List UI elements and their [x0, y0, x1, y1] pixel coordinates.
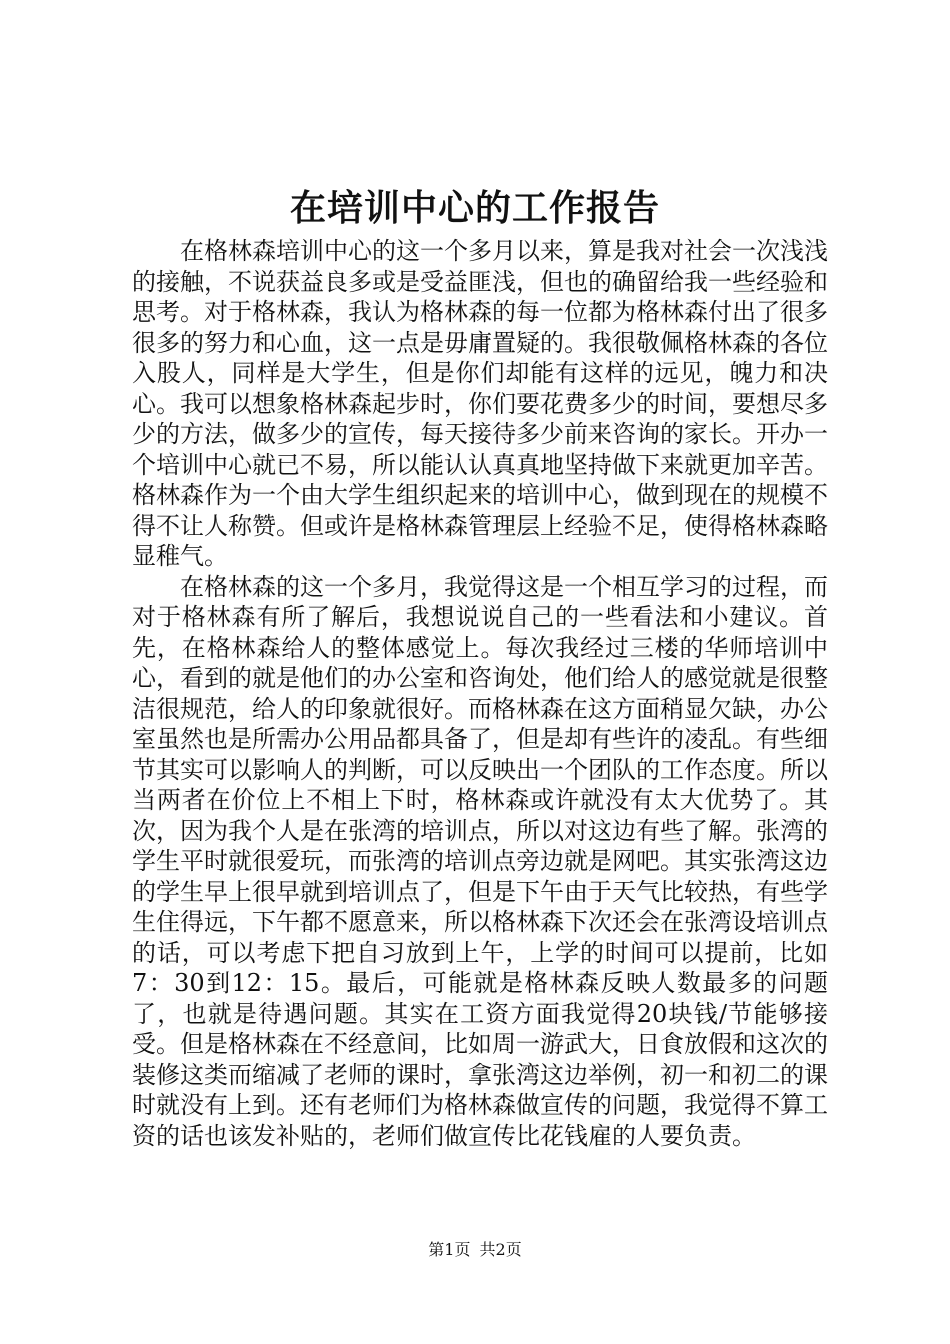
page-number-total: 共2页 — [479, 1240, 522, 1259]
document-title: 在培训中心的工作报告 — [289, 187, 660, 229]
page-footer — [0, 1240, 950, 1260]
document-body — [132, 236, 828, 1151]
paragraph-1: 在格林森培训中心的这一个多月以来，算是我对社会一次浅浅的接触，不说获益良多或是受益匪浅，但也的确留给我一些经验和思考。对于格林森，我认为格林森的每一位都为格林森付出了很多很多的努力和心血，这一点是毋庸置疑的。我很敬佩格林森的各位入股人，同样是大学生，但是你们却能有这样的远见，魄力和决心。我可以想象格林森起步时，你们要花费多少的时间，要想尽多少的方法，做多少的宣传，每天接待多少前来咨询的家长。开办一个培训中心就已不易，所以能认认真真地坚持做下来就更加辛苦。格林森作为一个由大学生组织起来的培训中心，做到现在的规模不得不让人称赞。但或许是格林森管理层上经验不足，使得格林森略显稚气。 — [132, 237, 828, 570]
page-number-current: 第1页 — [428, 1240, 471, 1259]
paragraph-2: 在格林森的这一个多月，我觉得这是一个相互学习的过程，而对于格林森有所了解后，我想说说自己的一些看法和小建议。首先，在格林森给人的整体感觉上。每次我经过三楼的华师培训中心，看到的就是他们的办公室和咨询处，他们给人的感觉就是很整洁很规范，给人的印象就很好。而格林森在这方面稍显欠缺，办公室虽然也是所需办公用品都具备了，但是却有些许的凌乱。有些细节其实可以影响人的判断，可以反映出一个团队的工作态度。所以当两者在价位上不相上下时，格林森或许就没有太大优势了。其次，因为我个人是在张湾的培训点，所以对这边有些了解。张湾的学生平时就很爱玩，而张湾的培训点旁边就是网吧。其实张湾这边的学生早上很早就到培训点了，但是下午由于天气比较热，有些学生住得远，下午都不愿意来，所以格林森下次还会在张湾设培训点的话，可以考虑下把自习放到上午，上学的时间可以提前，比如7：30到12：15。最后，可能就是格林森反映人数最多的问题了，也就是待遇问题。其实在工资方面我觉得20块钱/节能够接受。但是格林森在不经意间，比如周一游武大，日食放假和这次的装修这类而缩减了老师的课时，拿张湾这边举例，初一和初二的课时就没有上到。还有老师们为格林森做宣传的问题，我觉得不算工资的话也该发补贴的，老师们做宣传比花钱雇的人要负责。 — [132, 572, 828, 1150]
